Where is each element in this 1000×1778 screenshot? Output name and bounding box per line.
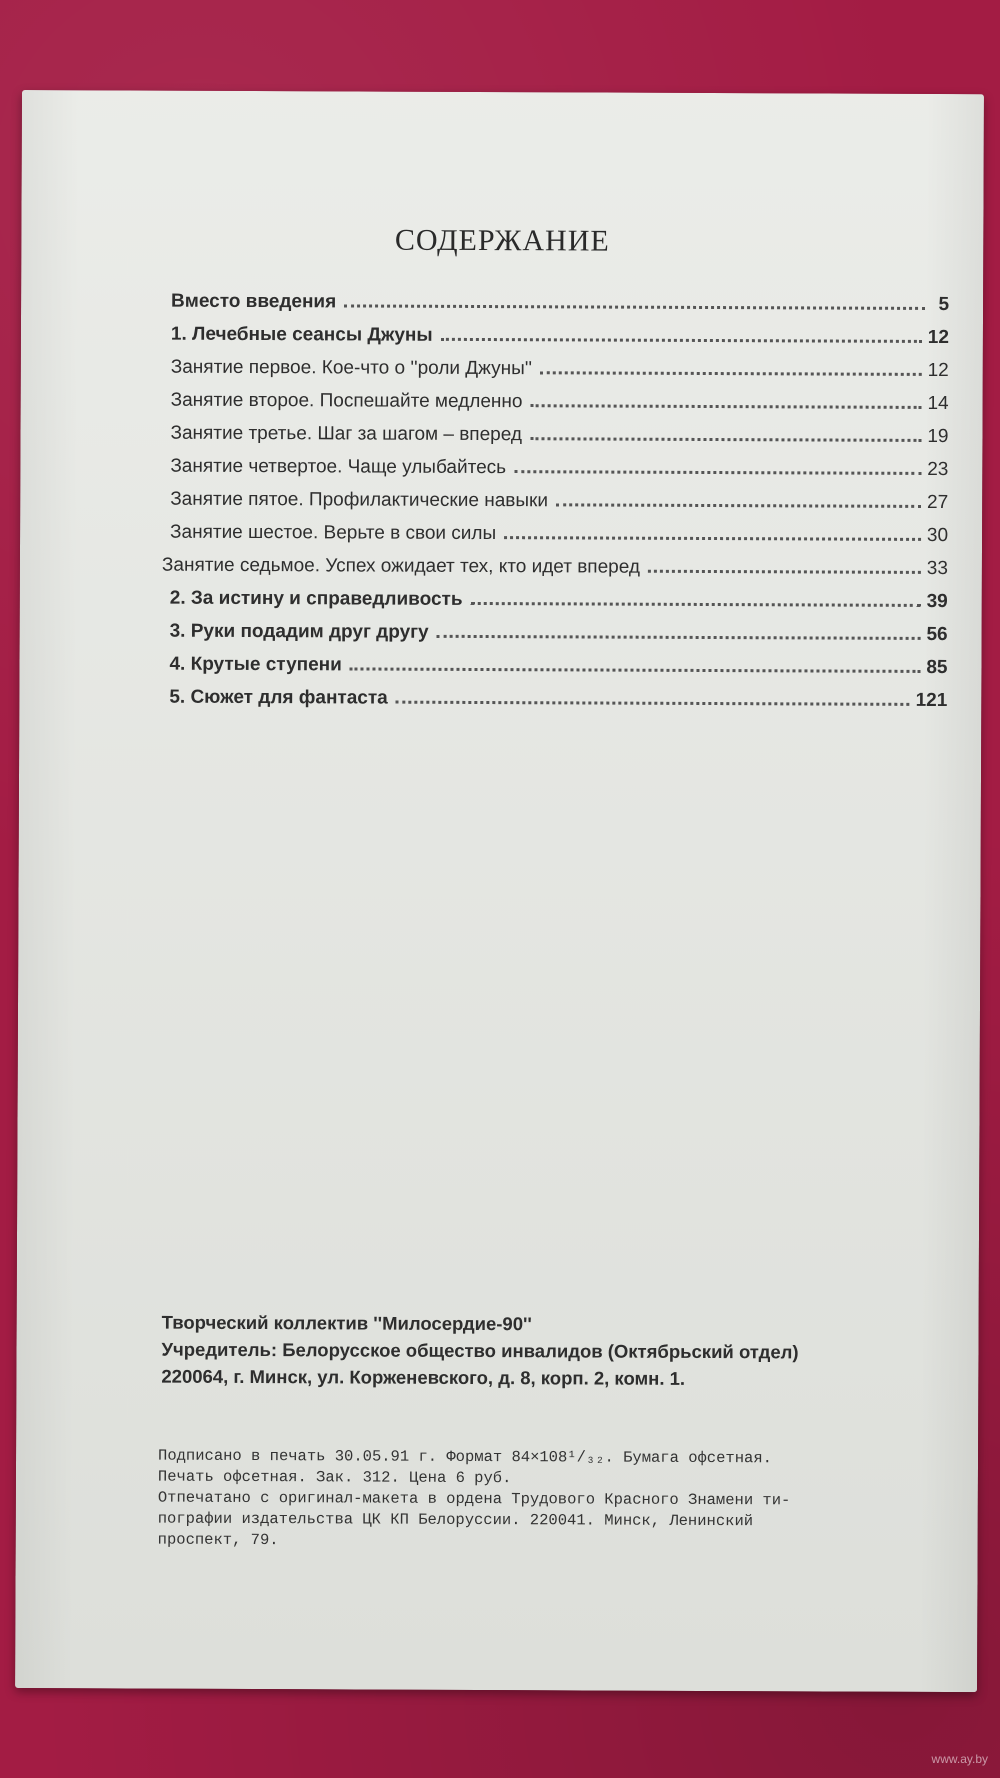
toc-entry-label: Занятие второе. Поспешайте медленно xyxy=(170,389,523,413)
toc-leader-dots xyxy=(540,371,922,376)
toc-entry-page: 33 xyxy=(926,557,948,580)
toc-entry xyxy=(170,489,948,525)
toc-entry-label: Занятие шестое. Верьте в свои силы xyxy=(170,521,497,545)
toc-entry xyxy=(169,687,947,723)
toc-entry-page: 85 xyxy=(926,656,948,679)
imprint-founder: Учредитель: Белорусское общество инвалидов (Октябрьский отдел) xyxy=(161,1338,799,1363)
toc-leader-dots xyxy=(441,338,922,343)
toc-entry-label: 5. Сюжет для фантаста xyxy=(169,686,388,709)
toc-entry xyxy=(171,324,949,360)
toc-entry-page: 30 xyxy=(926,524,949,547)
colophon xyxy=(158,1446,943,1554)
toc-leader-dots xyxy=(530,437,921,442)
toc-leader-dots xyxy=(648,570,921,574)
toc-entry-label: Занятие седьмое. Успех ожидает тех, кто идет вперед xyxy=(161,554,641,578)
toc-entry xyxy=(170,621,948,657)
imprint-address: 220064, г. Минск, ул. Корженевского, д. 8, корп. 2, комн. 1. xyxy=(161,1365,686,1389)
toc-leader-dots xyxy=(556,503,921,508)
imprint-collective: Творческий коллектив ''Милосердие-90'' xyxy=(161,1311,532,1335)
toc-leader-dots xyxy=(437,635,921,640)
toc-entry-page: 23 xyxy=(927,458,949,481)
toc-entry-page: 14 xyxy=(927,392,949,415)
toc-entry-label: Занятие пятое. Профилактические навыки xyxy=(170,488,549,512)
toc-entry xyxy=(171,390,949,426)
toc-entry xyxy=(162,555,948,591)
toc-entry xyxy=(170,522,948,558)
toc-entry-label: 4. Крутые ступени xyxy=(169,653,342,676)
table-of-contents xyxy=(161,290,950,723)
toc-entry-label: 3. Руки подадим друг другу xyxy=(169,620,429,643)
toc-entry-page: 39 xyxy=(926,590,948,613)
toc-entry-page: 19 xyxy=(927,425,949,448)
toc-entry-label: 1. Лечебные сеансы Джуны xyxy=(170,323,433,346)
toc-entry-page: 121 xyxy=(915,689,948,712)
toc-entry-label: Занятие первое. Кое-что о ''роли Джуны'' xyxy=(170,356,533,380)
toc-leader-dots xyxy=(471,602,921,607)
publisher-imprint xyxy=(161,1309,941,1393)
toc-leader-dots xyxy=(396,701,910,706)
toc-entry-page: 12 xyxy=(927,326,949,349)
toc-entry-label: 2. За истину и справедливость xyxy=(169,587,463,610)
toc-leader-dots xyxy=(530,404,921,409)
toc-entry-label: Занятие третье. Шаг за шагом – вперед xyxy=(170,422,523,446)
colophon-line: Печать офсетная. Зак. 312. Цена 6 руб. xyxy=(157,1467,512,1488)
toc-leader-dots xyxy=(344,304,925,310)
toc-leader-dots xyxy=(514,470,921,475)
toc-leader-dots xyxy=(504,536,921,541)
toc-entry-page: 12 xyxy=(927,359,949,382)
toc-entry xyxy=(170,456,948,492)
toc-leader-dots xyxy=(350,667,920,672)
toc-entry-label: Вместо введения xyxy=(171,290,337,313)
colophon-line: пографии издательства ЦК КП Белоруссии. 220041. Минск, Ленинский xyxy=(157,1509,754,1531)
colophon-line: Отпечатано с оригинал-макета в ордена Трудового Красного Знамени ти- xyxy=(157,1488,791,1510)
toc-entry-page: 27 xyxy=(927,491,949,514)
toc-entry xyxy=(171,357,949,393)
toc-entry xyxy=(169,654,947,690)
site-watermark: www.ay.by xyxy=(931,1752,988,1766)
toc-entry xyxy=(170,423,948,459)
toc-entry-page: 5 xyxy=(938,294,950,316)
book-page xyxy=(15,90,984,1692)
toc-entry-label: Занятие четвертое. Чаще улыбайтесь xyxy=(170,455,507,479)
toc-entry xyxy=(171,291,949,327)
colophon-line: проспект, 79. xyxy=(157,1530,279,1550)
colophon-line: Подписано в печать 30.05.91 г. Формат 84×108¹/₃₂. Бумага офсетная. xyxy=(158,1446,772,1468)
toc-entry-page: 56 xyxy=(926,623,948,646)
toc-entry xyxy=(170,588,948,624)
toc-title: СОДЕРЖАНИЕ xyxy=(394,223,610,258)
